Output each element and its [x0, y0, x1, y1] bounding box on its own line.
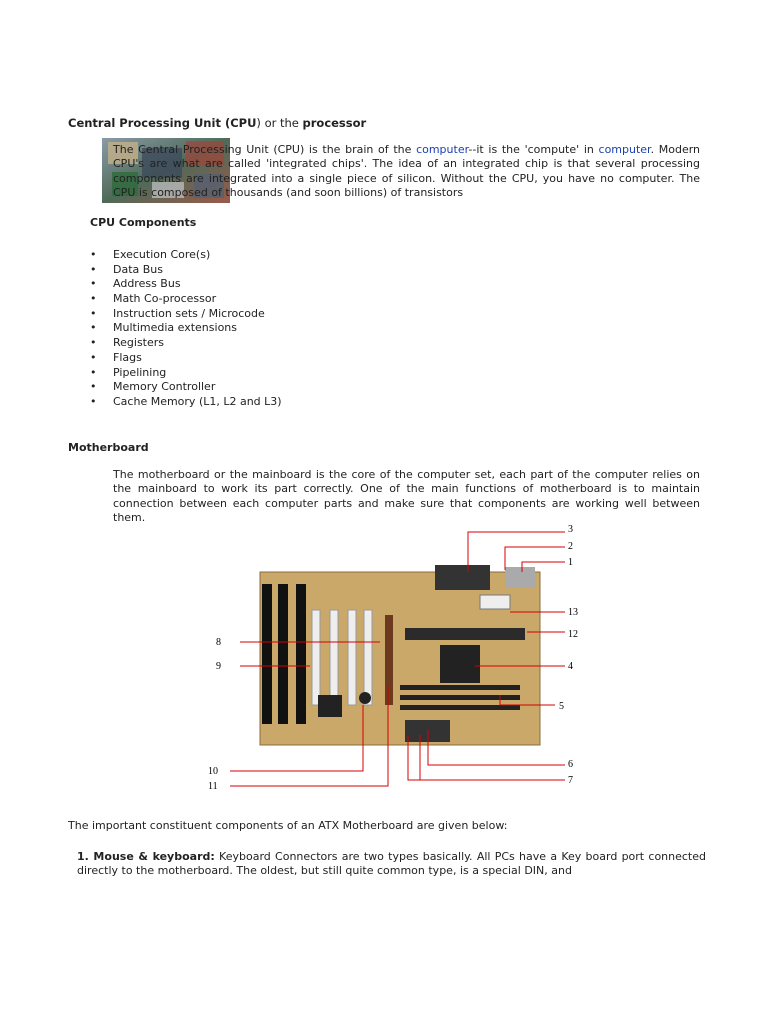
cpu-text-1: The Central Processing Unit (CPU) is the brain of the	[113, 143, 417, 156]
diagram-label: 1	[568, 557, 573, 568]
page-title	[68, 116, 366, 130]
atx-intro: The important constituent components of an ATX Motherboard are given below:	[68, 819, 508, 832]
cpu-components-heading: CPU Components	[90, 216, 197, 229]
list-item: • Memory Controller	[90, 380, 282, 395]
diagram-label: 4	[568, 661, 573, 672]
diagram-label: 10	[208, 766, 218, 777]
item1-text: Keyboard Connectors are two types basically. All PCs have a Key board port connected directly to the motherboard. The oldest, but still quite common type, is a special DIN, and	[77, 850, 706, 878]
cpu-text-2: --it is the 'compute' in	[468, 143, 599, 156]
diagram-label: 7	[568, 775, 573, 786]
cpu-description	[113, 143, 700, 200]
diagram-label: 8	[216, 637, 221, 648]
title-text-1: Central Processing Unit (	[68, 116, 231, 130]
computer-link-2[interactable]: computer	[598, 143, 651, 156]
list-item: • Flags	[90, 351, 282, 366]
list-item: • Registers	[90, 336, 282, 351]
list-item: • Execution Core(s)	[90, 248, 282, 263]
diagram-label: 11	[208, 781, 218, 792]
title-text-2: ) or the	[256, 116, 303, 130]
diagram-label: 12	[568, 629, 578, 640]
computer-link-1[interactable]: computer	[416, 143, 469, 156]
diagram-label: 2	[568, 541, 573, 552]
list-item: • Address Bus	[90, 277, 282, 292]
item1-label: 1. Mouse & keyboard:	[77, 850, 215, 863]
diagram-label: 9	[216, 661, 221, 672]
list-item: • Instruction sets / Microcode	[90, 307, 282, 322]
diagram-label: 5	[559, 701, 564, 712]
cpu-components-list	[90, 248, 282, 410]
list-item: • Pipelining	[90, 366, 282, 381]
list-item: • Cache Memory (L1, L2 and L3)	[90, 395, 282, 410]
diagram-label: 6	[568, 759, 573, 770]
mouse-keyboard-item	[77, 850, 706, 879]
motherboard-description: The motherboard or the mainboard is the core of the computer set, each part of the computer relies on the mainboard to work its part correctly. One of the main functions of motherboard is to maintain connection between each computer parts and make sure that components are working well between them.	[113, 468, 700, 524]
title-text-cpu: CPU	[230, 116, 257, 130]
list-item: • Data Bus	[90, 263, 282, 278]
diagram-label: 3	[568, 524, 573, 535]
cpu-text-3: . Modern CPU's are what are called 'integrated chips'. The idea of an integrated chip is that several processing components are integrated into a single piece of silicon. Without the CPU, you have no computer. The CPU is composed of thousands (and soon billions) of transistors	[113, 143, 701, 199]
title-text-processor: processor	[302, 116, 367, 130]
motherboard-diagram	[200, 520, 600, 795]
list-item: • Multimedia extensions	[90, 321, 282, 336]
motherboard-heading: Motherboard	[68, 441, 149, 454]
list-item: • Math Co-processor	[90, 292, 282, 307]
diagram-label: 13	[568, 607, 578, 618]
